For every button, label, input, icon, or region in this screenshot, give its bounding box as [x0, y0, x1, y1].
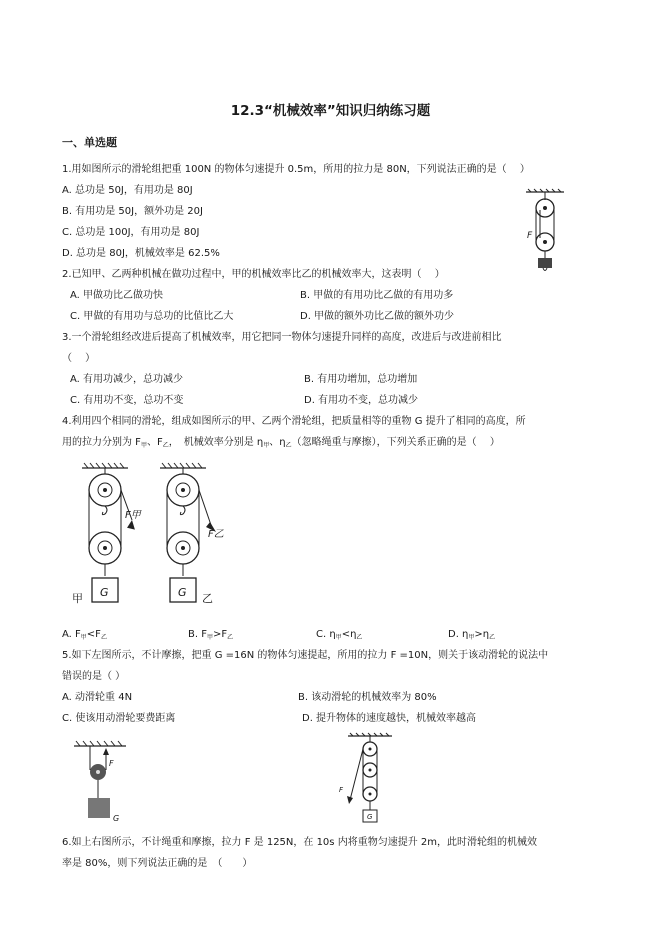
q5-stem: 5.如下左图所示，不计摩擦，把重 G =16N 的物体匀速提起，所用的拉力 F =10N，则关于该动滑轮的说法中	[62, 650, 549, 661]
q4-stem-cont: 用的拉力分别为 $F_甲$、$F_乙$， 机械效率分别是 $\eta_甲$、$\eta_乙$（忽略绳重与摩擦），下列关系正确的是（ ）	[62, 437, 500, 449]
q4-figure-force-jia: F甲	[125, 510, 141, 521]
q5-left-force-label: F	[109, 759, 114, 768]
q3-option-a: A. 有用功减少，总功减少	[70, 374, 184, 385]
q1-option-a: A. 总功是 50J，有用功是 80J	[62, 185, 193, 196]
q4-option-b: B. $F_甲>F_乙$	[188, 629, 234, 641]
q2-option-a: A. 甲做功比乙做功快	[70, 290, 164, 301]
q2-option-b: B. 甲做的有用功比乙做的有用功多	[300, 290, 454, 301]
q3-stem: 3.一个滑轮组经改进后提高了机械效率，用它把同一物体匀速提升同样的高度，改进后与改进前相比	[62, 332, 502, 343]
q3-option-c: C. 有用功不变，总功不变	[70, 395, 184, 406]
page-title: 12.3“机械效率”知识归纳练习题	[230, 103, 431, 119]
q1-stem: 1.用如图所示的滑轮组把重 100N 的物体匀速提升 0.5m，所用的拉力是 80N，下列说法正确的是（ ）	[62, 164, 530, 175]
q4-stem: 4.利用四个相同的滑轮，组成如图所示的甲、乙两个滑轮组，把质量相等的重物 G 提升了相同的高度，所	[62, 416, 526, 427]
q2-option-d: D. 甲做的额外功比乙做的额外功少	[300, 311, 455, 322]
q4-figure-force-yi: F乙	[208, 529, 224, 540]
q3-option-d: D. 有用功不变，总功减少	[304, 395, 419, 406]
q4-figure-weight-yi: G	[178, 586, 187, 599]
q4-figure-label-yi: 乙	[202, 592, 213, 605]
q3-option-b: B. 有用功增加，总功增加	[304, 374, 418, 385]
q6-stem: 6.如上右图所示，不计绳重和摩擦，拉力 F 是 125N，在 10s 内将重物匀速提升 2m，此时滑轮组的机械效	[62, 837, 537, 848]
q1-figure-force-label: F	[527, 231, 533, 241]
q4-figure-label-jia: 甲	[72, 592, 83, 605]
q1-option-b: B. 有用功是 50J，额外功是 20J	[62, 206, 203, 217]
q5-option-d: D. 提升物体的速度越快，机械效率越高	[302, 713, 477, 724]
section-heading: 一、单选题	[62, 136, 117, 149]
q4-option-a: A. $F_甲<F_乙$	[62, 629, 107, 641]
q4-option-d: D. $\eta_甲>\eta_乙$	[448, 629, 496, 641]
q5-left-weight-label: G	[113, 814, 120, 823]
q5-option-b: B. 该动滑轮的机械效率为 80%	[298, 692, 437, 703]
q2-option-c: C. 甲做的有用功与总功的比值比乙大	[70, 311, 234, 322]
q5-option-a: A. 动滑轮重 4N	[62, 692, 133, 703]
q1-option-c: C. 总功是 100J，有用功是 80J	[62, 227, 200, 238]
q5-option-c: C. 使该用动滑轮要费距离	[62, 713, 176, 724]
q4-figure-weight-jia: G	[100, 586, 109, 599]
q5-stem-cont: 错误的是（ ）	[62, 671, 126, 682]
q5-left-pulley-figure	[70, 740, 130, 830]
q4-option-c: C. $\eta_甲<\eta_乙$	[316, 629, 363, 641]
q6-right-force-label: F	[339, 786, 344, 794]
q1-option-d: D. 总功是 80J，机械效率是 62.5%	[62, 248, 220, 259]
q6-right-weight-label: G	[367, 813, 373, 821]
q6-stem-cont: 率是 80%，则下列说法正确的是 （ ）	[62, 858, 253, 869]
q3-stem-cont: （ ）	[62, 353, 96, 364]
q2-stem: 2.已知甲、乙两种机械在做功过程中，甲的机械效率比乙的机械效率大，这表明（ ）	[62, 269, 445, 280]
